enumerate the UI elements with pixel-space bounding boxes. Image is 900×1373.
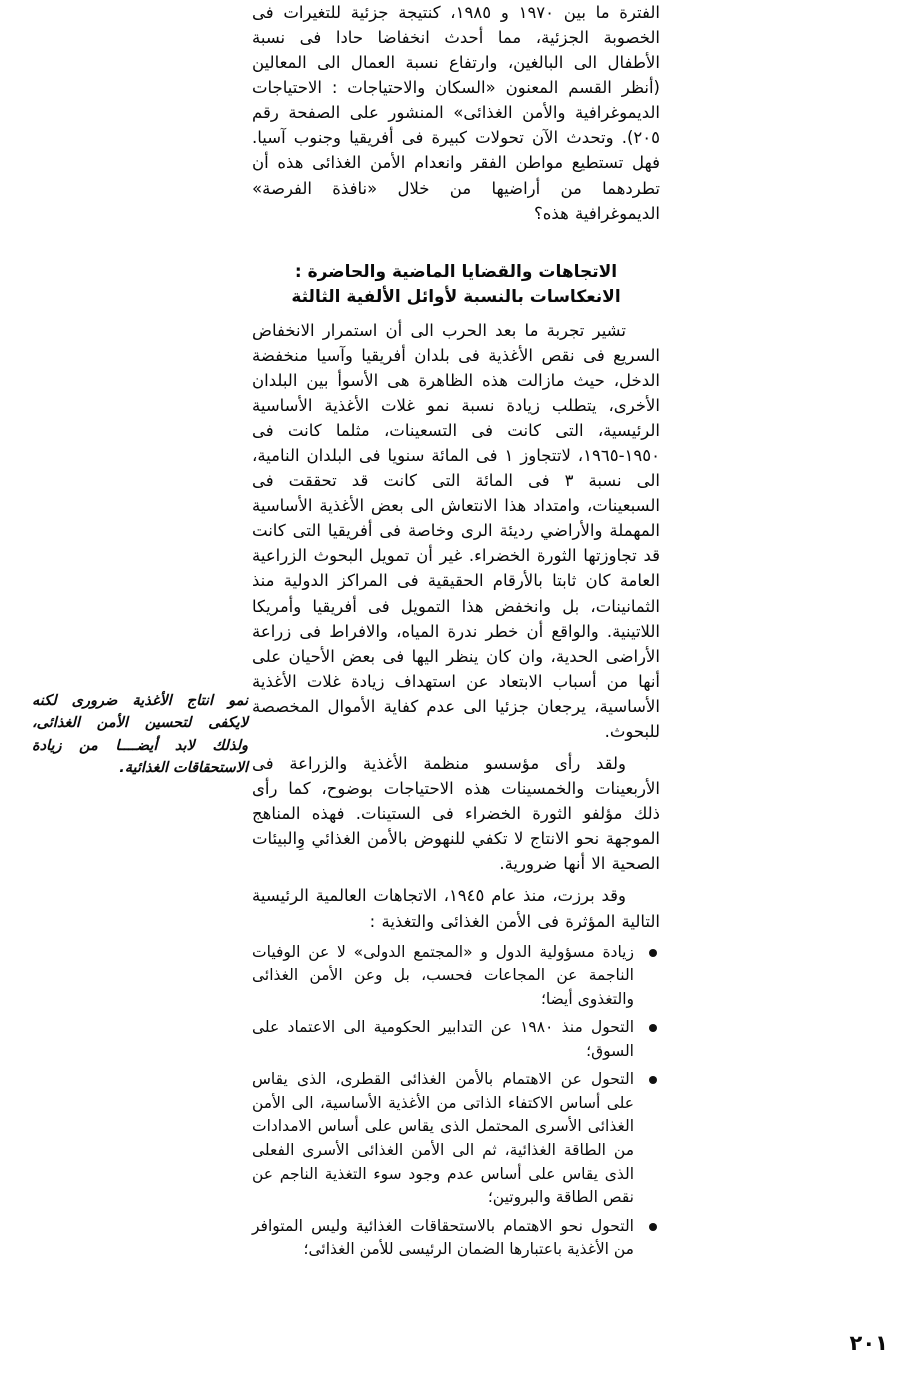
paragraph-3: وقد برزت، منذ عام ١٩٤٥، الاتجاهات العالمية الرئيسية التالية المؤثرة فى الأمن الغذائى والتغذية : (252, 886, 660, 931)
list-item: التحول عن الاهتمام بالأمن الغذائى القطرى، الذى يقاس على أساس الاكتفاء الذاتى من الأغذية الأساسية، الى الأمن الغذائى الأسرى المحتمل الذى يقاس على أساس الامدادات من الطاقة الغذائية، ثم الى الأمن الغذائى الأسرى الفعلى الذى يقاس على أساس عدم وجود سوء التغذية الناجم عن نقص الطاقة والبروتين؛ (252, 1068, 660, 1209)
section-heading (252, 260, 660, 311)
list-item: التحول نحو الاهتمام بالاستحقاقات الغذائية وليس المتوافر من الأغذية باعتبارها الضمان الرئيسى للأمن الغذائى؛ (252, 1215, 660, 1262)
paragraph-2: ولقد رأى مؤسسو منظمة الأغذية والزراعة فى الأربعينات والخمسينات هذه الاحتياجات بوضوح، كما رأى ذلك مؤلفو الثورة الخضراء فى الستينات. فهذه المناهج الموجهة نحو الانتاج لا تكفي للنهوض بالأمن الغذائي وِالبيئات الصحية الا أنها ضرورية. (252, 754, 660, 874)
spacer (252, 226, 660, 260)
spacer (252, 311, 660, 318)
spacer (252, 934, 660, 941)
paragraph-1: تشير تجربة ما بعد الحرب الى أن استمرار الانخفاض السريع فى نقص الأغذية فى بلدان أفريقيا وآسيا منخفضة الدخل، حيث مازالت هذه الظاهرة هى الأسوأ بين البلدان الأخرى، يتطلب زيادة نسبة نمو غلات الأغذية الأساسية الرئيسية، التى كانت فى التسعينات، مثلما كانت فى ١٩٥٠-١٩٦٥، لاتتجاوز ١ فى المائة سنويا فى البلدان النامية، الى نسبة ٣ فى المائة التى كانت قد تحققت فى السبعينات، وامتداد هذا الانتعاش الى بعض الأغذية الأساسية المهملة والأراضي رديئة الرى وخاصة فى أفريقيا التى كانت قد تجاوزتها الثورة الخضراء. غير أن تمويل البحوث الزراعية العامة كان ثابتا بالأرقام الحقيقية فى المراكز الدولية منذ الثمانينات، بل وانخفض هذا التمويل فى أفريقيا وأمريكا اللاتينية. والواقع أن خطر ندرة المياه، والافراط فى زراعة الأراضى الحدية، وان كان ينظر اليها فى بعض الأحيان على أنها من أسباب الابتعاد عن استهداف زيادة غلات الأغذية الأساسية، يرجعان جزئيا الى عدم كفاية الأموال المخصصة للبحوث. (252, 320, 660, 741)
section-heading-line-1: الاتجاهات والقضايا الماضية والحاضرة : (294, 261, 618, 282)
paragraph-continued: الفترة ما بين ١٩٧٠ و ١٩٨٥، كنتيجة جزئية للتغيرات فى الخصوبة الجزئية، مما أحدث انخفاضا حادا فى نسبة الأطفال الى البالغين، وارتفاع نسبة العمال الى المعالين (أنظر القسم المعنون «السكان والاحتياجات : الاحتياجات الديموغرافية والأمن الغذائى» المنشور على الصفحة رقم ٢٠٥). وتحدث الآن تحولات كبيرة فى أفريقيا وجنوب آسيا. فهل تستطيع مواطن الفقر وانعدام الأمن الغذائى هذه أن تطردهما من أراضيها من خلال «نافذة الفرصة» الديموغرافية هذه؟ (252, 3, 660, 223)
page-number: ٢٠١ (849, 1331, 888, 1355)
main-text-column (252, 0, 660, 1267)
list-item: التحول منذ ١٩٨٠ عن التدابير الحكومية الى الاعتماد على السوق؛ (252, 1016, 660, 1063)
list-item: زيادة مسؤولية الدول و «المجتمع الدولى» لا عن الوفيات الناجمة عن المجاعات فحسب، بل وعن الأمن الغذائى والتغذوى أيضا؛ (252, 941, 660, 1012)
section-heading-line-2: الانعكاسات بالنسبة لأوائل الألفية الثالثة (291, 287, 621, 308)
spacer (252, 876, 660, 883)
trends-bullet-list (252, 941, 660, 1262)
margin-note: نمو انتاج الأغذية ضرورى لكنه لايكفى لتحسين الأمن الغذائى، ولذلك لابد أيضــــا من زيادة الاستحقاقات الغذائية. (32, 693, 248, 777)
spacer (252, 744, 660, 751)
